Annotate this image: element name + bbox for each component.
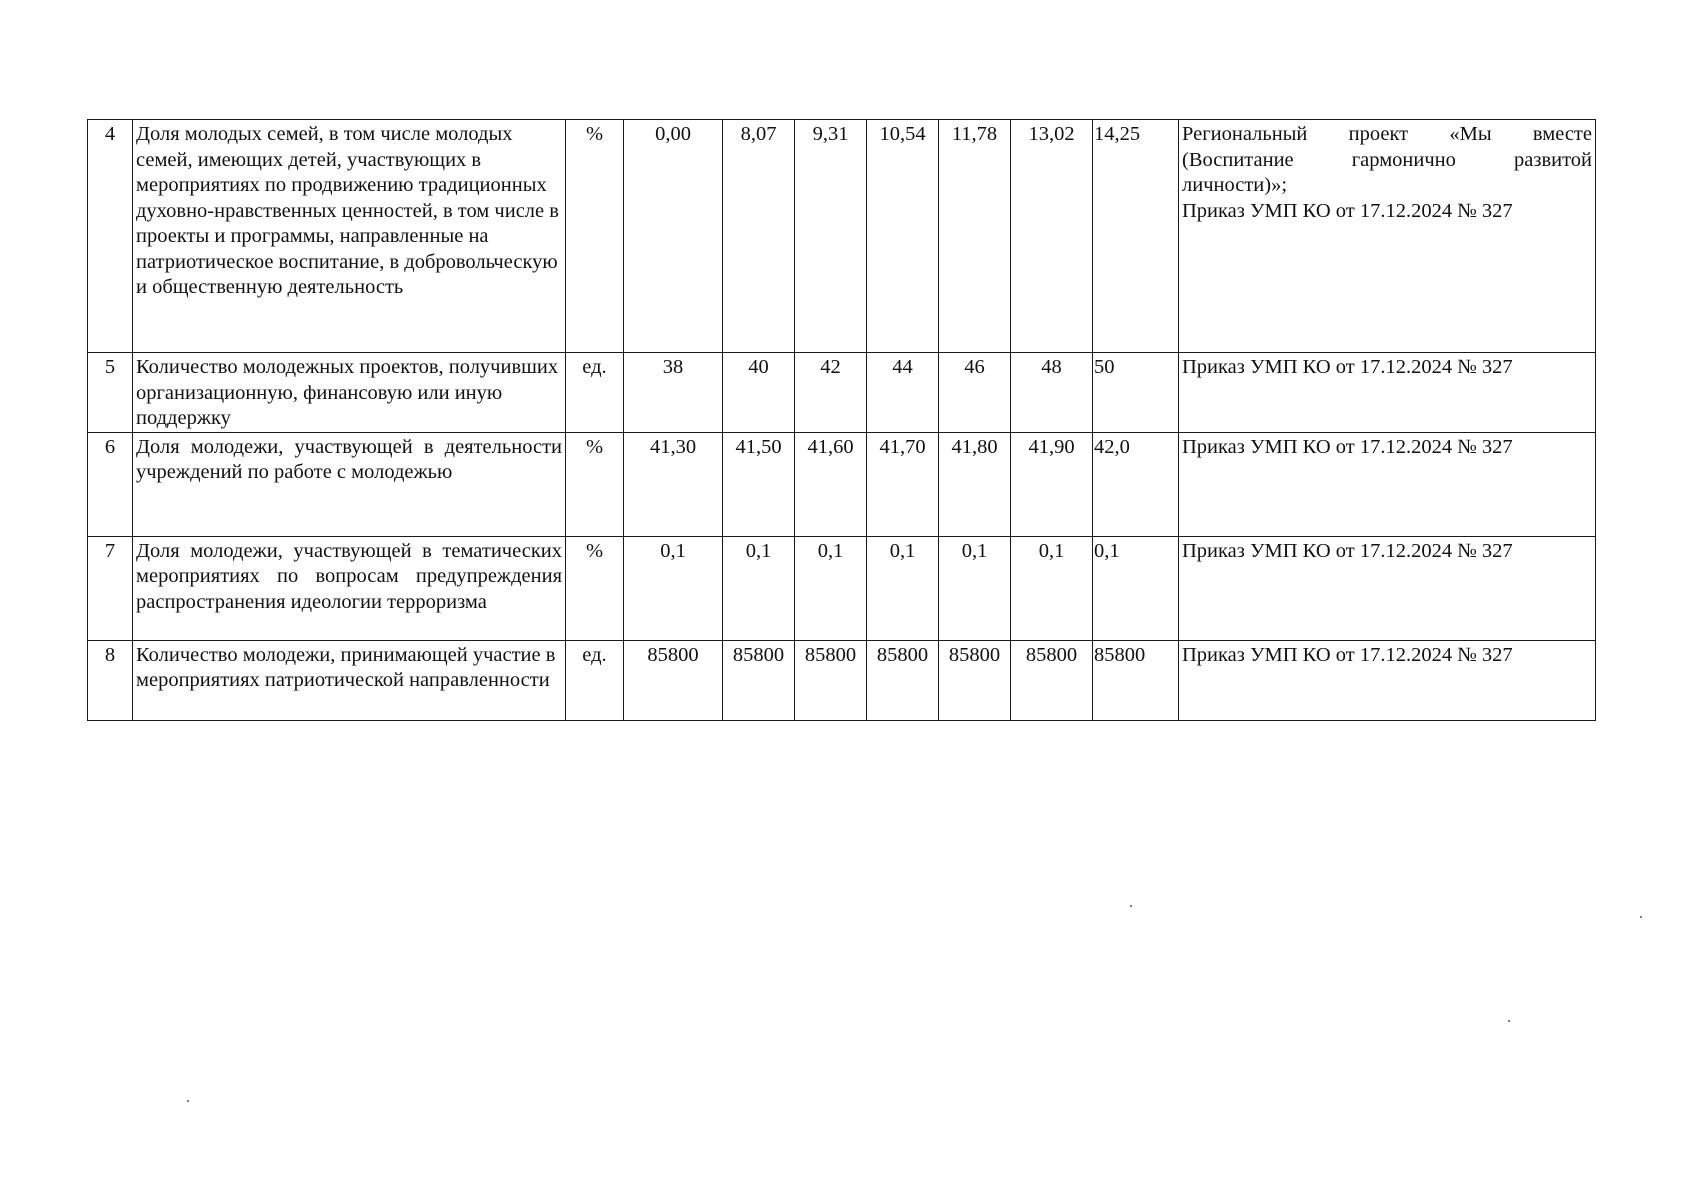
- table-row: [88, 120, 1596, 353]
- source-cell: Приказ УМП КО от 17.12.2024 № 327: [1179, 353, 1596, 433]
- scan-speck: [1130, 905, 1132, 907]
- table-row: [88, 353, 1596, 433]
- row-number: 6: [88, 432, 133, 536]
- value-cell: 42,0: [1093, 432, 1179, 536]
- value-cell: 48: [1011, 353, 1093, 433]
- source-cell: [1179, 120, 1596, 353]
- row-number: 5: [88, 353, 133, 433]
- value-cell: 41,70: [867, 432, 939, 536]
- value-cell: 85800: [723, 640, 795, 720]
- value-cell: 38: [624, 353, 723, 433]
- indicators-table: [87, 119, 1596, 721]
- value-cell: 8,07: [723, 120, 795, 353]
- source-cell: Приказ УМП КО от 17.12.2024 № 327: [1179, 432, 1596, 536]
- value-cell: 0,1: [723, 536, 795, 640]
- scan-speck: [1508, 1020, 1510, 1022]
- source-cell: Приказ УМП КО от 17.12.2024 № 327: [1179, 640, 1596, 720]
- value-cell: 0,1: [939, 536, 1011, 640]
- value-cell: 46: [939, 353, 1011, 433]
- unit-cell: %: [566, 120, 624, 353]
- unit-cell: %: [566, 536, 624, 640]
- indicator-name: Доля молодежи, участвующей в деятельности учреждений по работе с молодежью: [133, 432, 566, 536]
- source-cell: Приказ УМП КО от 17.12.2024 № 327: [1179, 536, 1596, 640]
- table-row: [88, 432, 1596, 536]
- value-cell: 13,02: [1011, 120, 1093, 353]
- value-cell: 9,31: [795, 120, 867, 353]
- row-number: 4: [88, 120, 133, 353]
- unit-cell: ед.: [566, 640, 624, 720]
- row-number: 7: [88, 536, 133, 640]
- value-cell: 41,60: [795, 432, 867, 536]
- value-cell: 44: [867, 353, 939, 433]
- indicator-name: Доля молодых семей, в том числе молодых семей, имеющих детей, участвующих в мероприятиях по продвижению традиционных духовно-нравственных ценностей, в том числе в проекты и программы, направленные на патриотическое воспитание, в добровольческую и общественную деятельность: [133, 120, 566, 353]
- value-cell: 10,54: [867, 120, 939, 353]
- value-cell: 11,78: [939, 120, 1011, 353]
- scan-speck: [187, 1100, 189, 1102]
- value-cell: 0,1: [1011, 536, 1093, 640]
- value-cell: 85800: [867, 640, 939, 720]
- value-cell: 85800: [939, 640, 1011, 720]
- indicator-name: Количество молодежи, принимающей участие в мероприятиях патриотической направленности: [133, 640, 566, 720]
- value-cell: 41,80: [939, 432, 1011, 536]
- table-row: [88, 640, 1596, 720]
- value-cell: 41,90: [1011, 432, 1093, 536]
- source-order: Приказ УМП КО от 17.12.2024 № 327: [1182, 199, 1513, 222]
- value-cell: 41,30: [624, 432, 723, 536]
- value-cell: 41,50: [723, 432, 795, 536]
- value-cell: 0,1: [624, 536, 723, 640]
- value-cell: 0,00: [624, 120, 723, 353]
- table-row: [88, 536, 1596, 640]
- value-cell: 0,1: [867, 536, 939, 640]
- value-cell: 85800: [624, 640, 723, 720]
- row-number: 8: [88, 640, 133, 720]
- unit-cell: %: [566, 432, 624, 536]
- value-cell: 50: [1093, 353, 1179, 433]
- source-project: Региональный проект «Мы вместе (Воспитание гармонично развитой личности)»;: [1182, 123, 1592, 196]
- value-cell: 14,25: [1093, 120, 1179, 353]
- indicator-name: Количество молодежных проектов, получивших организационную, финансовую или иную поддержку: [133, 353, 566, 433]
- indicator-name: Доля молодежи, участвующей в тематических мероприятиях по вопросам предупреждения распространения идеологии терроризма: [133, 536, 566, 640]
- value-cell: 40: [723, 353, 795, 433]
- value-cell: 42: [795, 353, 867, 433]
- value-cell: 0,1: [795, 536, 867, 640]
- value-cell: 85800: [795, 640, 867, 720]
- value-cell: 0,1: [1093, 536, 1179, 640]
- value-cell: 85800: [1011, 640, 1093, 720]
- scan-speck: [1640, 916, 1642, 918]
- value-cell: 85800: [1093, 640, 1179, 720]
- unit-cell: ед.: [566, 353, 624, 433]
